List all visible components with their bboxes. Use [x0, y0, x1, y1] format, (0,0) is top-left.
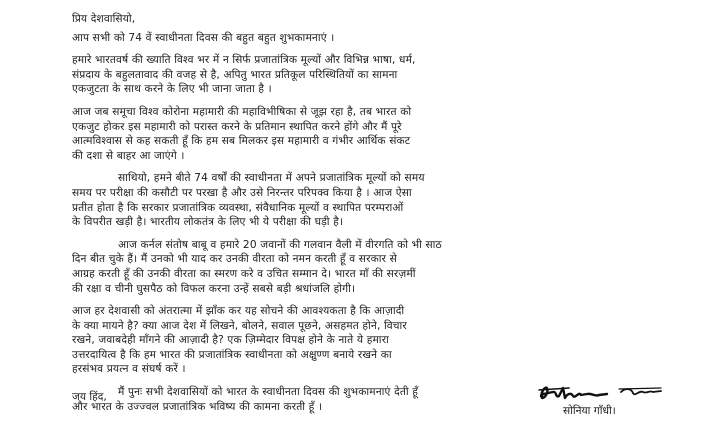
- paragraph-line: उत्तरदायित्व है कि हम भारत की प्रजातांत्रिक स्वाधीनता को अक्षुण्ण बनाये रखने का: [72, 348, 392, 361]
- paragraph-line: दिन बीत चुके हैं। मैं उनको भी याद कर उनकी वीरता को नमन करती हूँ व सरकार से: [72, 253, 397, 266]
- paragraph-line: एकजुटता के साथ करने के लिए भी जाना जाता है ।: [72, 83, 272, 96]
- paragraph: [72, 105, 672, 163]
- paragraph-line: मैं पुनः सभी देशवासियों को भारत के स्वाधीनता दिवस की शुभकामनाएं देती हूँ: [118, 386, 419, 399]
- paragraph-line: की दशा से बाहर आ जाएंगे ।: [72, 149, 185, 162]
- paragraph-line: साथियो, हमने बीते 74 वर्षों की स्वाधीनता में अपने प्रजातांत्रिक मूल्यों को समय: [118, 172, 425, 185]
- paragraph-line: समय पर परीक्षा की कसौटी पर परखा है और उसे निरन्तर परिपक्व किया है । आज ऐसा: [72, 186, 412, 199]
- paragraph: [72, 53, 672, 97]
- paragraph-line: आज जब समूचा विश्व कोरोना महामारी की महाविभीषिका से जूझ रहा है, तब भारत को: [72, 105, 412, 118]
- paragraph-line: और भारत के उज्ज्वल प्रजातांत्रिक भविष्य की कामना करती हूँ ।: [72, 400, 323, 413]
- paragraph-line: आत्मविश्वास से कह सकती हूँ कि हम सब मिलकर इस महामारी व गंभीर आर्थिक संकट: [72, 135, 411, 148]
- paragraph-line: आप सभी को 74 वें स्वाधीनता दिवस की बहुत बहुत शुभकामनाएं ।: [72, 31, 335, 44]
- paragraph-line: के क्या मायने है? क्या आज देश में लिखने, बोलने, सवाल पूछने, असहमत होने, विचार: [72, 319, 407, 332]
- signature-block: [535, 382, 675, 422]
- letter-body: [72, 12, 672, 422]
- paragraph-line: हरसंभव प्रयत्न व संघर्ष करें ।: [72, 363, 186, 376]
- paragraph-line: एकजुट होकर इस महामारी को परास्त करने के प्रतिमान स्थापित करने होंगे और मैं पूरे: [72, 120, 402, 133]
- closing-text: जय हिंद,: [72, 391, 107, 403]
- paragraph: [72, 238, 672, 296]
- signer-name: सोनिया गाँधी।: [563, 405, 616, 417]
- paragraph-line: प्रतीत होता है कि सरकार प्रजातांत्रिक व्यवस्था, संवैधानिक मूल्यों व स्थापित परम्पराओं: [72, 201, 404, 214]
- paragraph: [72, 31, 672, 46]
- handwritten-signature: [535, 382, 665, 404]
- paragraph-line: की रक्षा व चीनी घुसपैठ को विफल करना उन्हें सबसे बड़ी श्रधांजलि होगी।: [72, 282, 356, 295]
- paragraph-line: हमारे भारतवर्ष की ख्याति विश्व भर में न सिर्फ प्रजातांत्रिक मूल्यों और विभिन्न भाषा, धर्म,: [72, 54, 416, 67]
- paragraph-line: के विपरीत खड़ी है। भारतीय लोकतंत्र के लिए भी ये परीक्षा की घड़ी है।: [72, 216, 344, 229]
- paragraph-line: रखने, जवाबदेही माँगने की आज़ादी है? एक ज़िम्मेदार विपक्ष होने के नाते ये हमारा: [72, 334, 389, 347]
- paragraph: [72, 171, 672, 229]
- paragraph-line: संप्रदाय के बहुलतावाद की वजह से है, अपितु भारत प्रतिकूल परिस्थितियों का सामना: [72, 68, 398, 81]
- salutation: प्रिय देशवासियो,: [72, 13, 136, 25]
- letter-paragraphs: [72, 31, 672, 415]
- paragraph-line: आज हर देशवासी को अंतरात्मा में झाँक कर यह सोचने की आवश्यकता है कि आज़ादी: [72, 305, 405, 318]
- paragraph-line: आज कर्नल संतोष बाबू व हमारे 20 जवानों की गलवान वैली में वीरगति को भी साठ: [118, 238, 442, 251]
- paragraph: [72, 304, 672, 377]
- paragraph-line: आग्रह करती हूँ की उनकी वीरता का स्मरण करे व उचित सम्मान दे। भारत माँ की सरज़मीं: [72, 267, 416, 280]
